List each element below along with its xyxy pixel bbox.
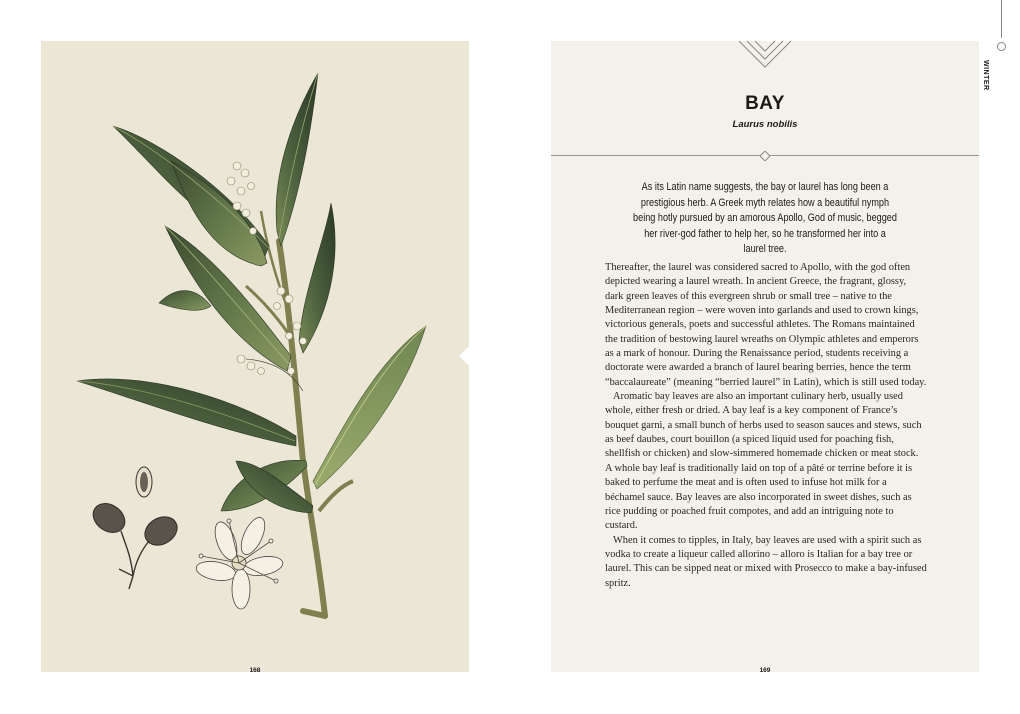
body-text [605,261,927,591]
page-number-right-text: 169 [759,667,771,674]
botanical-illustration-page [41,41,469,672]
text-page [551,41,979,672]
berry-study [88,467,183,589]
section-tab-line [1001,0,1002,38]
divider-diamond-icon [760,151,770,161]
body-paragraph: Aromatic bay leaves are also an important culinary herb, usually used whole, either fresh or dried. A bay leaf is a key component of France’s bouquet garni, a small bunch of herbs used to season sauces and stews, such as beef daubes, court bouillon (a spiced liquid used for poaching fish, shellfish or chicken) and slow-simmered homemade chicken or meat stock. A whole bay leaf is traditionally laid on top of a pâté or terrine before it is baked to perfume the meat and is often used to infuse hot milk for a béchamel sauce. Bay leaves are also incorporated in sweet dishes, such as rice pudding or poached fruit compotes, and add an intriguing note to custard. [605,391,922,532]
latin-name: Laurus nobilis [732,119,798,130]
flower-study [195,514,285,609]
bay-laurel-illustration [41,41,469,672]
chevron-ornament [739,41,791,69]
page-number-left-text: 168 [249,667,261,674]
section-tab-label: WINTER [982,60,989,91]
page-number-left [246,662,264,680]
intro-paragraph: As its Latin name suggests, the bay or laurel has long been a prestigious herb. A Greek myth relates how a beautiful nymph being hotly pursued by an amorous Apollo, God of music, begged her river-god father to help her, so he transformed her into a laurel tree. [633,181,897,256]
body-paragraph: Thereafter, the laurel was considered sacred to Apollo, with the god often depicted wearing a laurel wreath. In ancient Greece, the fragrant, glossy, dark green leaves of this evergreen shrub or small tree – native to the Mediterranean region – were woven into garlands and used to crown kings, victorious generals, poets and successful athletes. The Romans maintained the tradition of bestowing laurel wreaths on Olympic athletes and emperors as a mark of honour. During the Renaissance period, students receiving a doctorate were awarded a branch of laurel bearing berries, hence the term “baccalaureate” (meaning “berried laurel” in Latin), which is still used today. [605,262,927,388]
page-number-right [756,662,774,680]
page-title: BAY [745,93,785,114]
body-paragraph: When it comes to tipples, in Italy, bay leaves are used with a spirit such as vodka to create a liqueur called allorino – alloro is Italian for a bay tree or laurel. This can be sipped neat or mixed with Prosecco to make a bay-infused spritz. [605,534,927,589]
section-tab-dot-icon [997,42,1006,51]
